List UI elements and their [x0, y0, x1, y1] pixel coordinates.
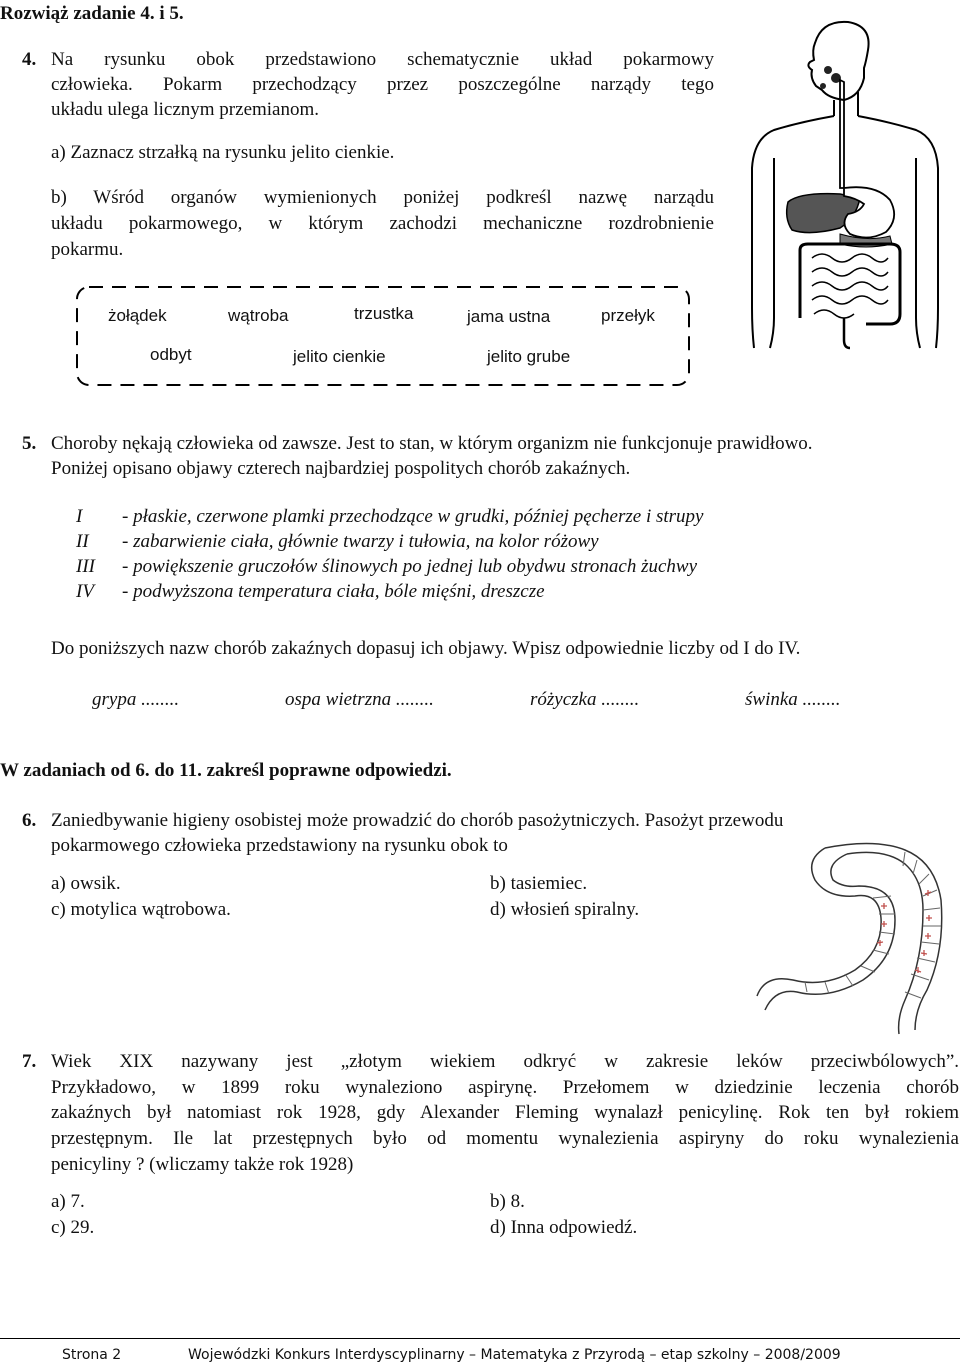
task7-line-2: Przykładowo, w 1899 roku wynaleziono aspirynę. Przełomem w dziedzinie leczenia chorób	[51, 1077, 959, 1098]
disease-answer-field[interactable]: ospa wietrzna ........	[285, 689, 434, 710]
task4-intro-line-2: człowieka. Pokarm przechodzący przez poszczególne narządy tego	[51, 74, 714, 95]
task5-instruction: Do poniższych nazw chorób zakaźnych dopasuj ich objawy. Wpisz odpowiednie liczby od I do IV.	[51, 638, 801, 659]
task4-part-b-line-2: układu pokarmowego, w którym zachodzi mechaniczne rozdrobnienie	[51, 213, 714, 234]
task4-intro-line-1: Na rysunku obok przedstawiono schematycznie układ pokarmowy	[51, 49, 714, 70]
symptom-text: - podwyższona temperatura ciała, bóle mięśni, dreszcze	[122, 581, 545, 602]
task4-part-b-line-1: b) Wśród organów wymienionych poniżej podkreśl nazwę narządu	[51, 187, 714, 208]
digestive-system-illustration[interactable]	[740, 18, 950, 358]
task6-number: 6.	[22, 810, 37, 831]
organ-option[interactable]: odbyt	[150, 345, 192, 364]
answer-option[interactable]: d) Inna odpowiedź.	[490, 1217, 638, 1238]
task7-number: 7.	[22, 1051, 37, 1072]
disease-answer-field[interactable]: grypa ........	[92, 689, 180, 710]
organ-option[interactable]: przełyk	[601, 306, 655, 325]
disease-answer-field[interactable]: różyczka ........	[530, 689, 640, 710]
task4-intro-line-3: układu ulega licznym przemianom.	[51, 99, 320, 120]
footer-title: Wojewódzki Konkurs Interdyscyplinarny – Matematyka z Przyrodą – etap szkolny – 2008/2009	[188, 1347, 841, 1363]
answer-option[interactable]: c) motylica wątrobowa.	[51, 899, 231, 920]
symptom-numeral: II	[76, 531, 89, 552]
answer-option[interactable]: d) włosień spiralny.	[490, 899, 640, 920]
symptom-numeral: I	[76, 506, 83, 527]
organs-dashed-box	[76, 286, 690, 386]
organ-option[interactable]: żołądek	[108, 306, 167, 325]
organ-option[interactable]: wątroba	[228, 306, 289, 325]
answer-option[interactable]: c) 29.	[51, 1217, 95, 1238]
page-instruction: Rozwiąż zadanie 4. i 5.	[0, 3, 184, 24]
organ-option[interactable]: jama ustna	[467, 307, 551, 326]
task4-part-a: a) Zaznacz strzałką na rysunku jelito cienkie.	[51, 142, 395, 163]
tapeworm-illustration	[755, 840, 960, 1040]
disease-answer-field[interactable]: świnka ........	[745, 689, 841, 710]
task6-line-2: pokarmowego człowieka przedstawiony na rysunku obok to	[51, 835, 508, 856]
organ-option[interactable]: trzustka	[354, 304, 414, 323]
answer-option[interactable]: b) 8.	[490, 1191, 525, 1212]
task6-line-1: Zaniedbywanie higieny osobistej może prowadzić do chorób pasożytniczych. Pasożyt przewodu	[51, 810, 784, 831]
task5-intro-line-2: Poniżej opisano objawy czterech najbardziej pospolitych chorób zakaźnych.	[51, 458, 631, 479]
task4-part-b-line-3: pokarmu.	[51, 239, 124, 260]
task5-number: 5.	[22, 433, 37, 454]
footer-page-number: Strona 2	[62, 1347, 122, 1363]
task7-line-3: zakaźnych był natomiast rok 1928, gdy Alexander Fleming wynalazł penicylinę. Rok ten był rokiem	[51, 1102, 959, 1123]
organ-option[interactable]: jelito grube	[487, 347, 571, 366]
symptom-text: - płaskie, czerwone plamki przechodzące w grudki, później pęcherze i strupy	[122, 506, 704, 527]
task7-line-5: penicyliny ? (wliczamy także rok 1928)	[51, 1154, 354, 1175]
symptom-numeral: III	[76, 556, 95, 577]
answer-option[interactable]: a) 7.	[51, 1191, 85, 1212]
task5-intro-line-1: Choroby nękają człowieka od zawsze. Jest to stan, w którym organizm nie funkcjonuje prawidłowo.	[51, 433, 813, 454]
task7-line-4: przestępnym. Ile lat przestępnych było od momentu wynalezienia aspiryny do roku wynalezienia	[51, 1128, 959, 1149]
answer-option[interactable]: b) tasiemiec.	[490, 873, 588, 894]
symptom-numeral: IV	[76, 581, 94, 602]
symptom-text: - zabarwienie ciała, głównie twarzy i tułowia, na kolor różowy	[122, 531, 599, 552]
section-header: W zadaniach od 6. do 11. zakreśl poprawne odpowiedzi.	[0, 760, 452, 781]
answer-option[interactable]: a) owsik.	[51, 873, 121, 894]
organ-option[interactable]: jelito cienkie	[293, 347, 386, 366]
task4-number: 4.	[22, 49, 37, 70]
task7-line-1: Wiek XIX nazywany jest „złotym wiekiem odkryć w zakresie leków przeciwbólowych”.	[51, 1051, 959, 1072]
page-footer	[0, 1338, 960, 1367]
symptom-text: - powiększenie gruczołów ślinowych po jednej lub obydwu stronach żuchwy	[122, 556, 698, 577]
